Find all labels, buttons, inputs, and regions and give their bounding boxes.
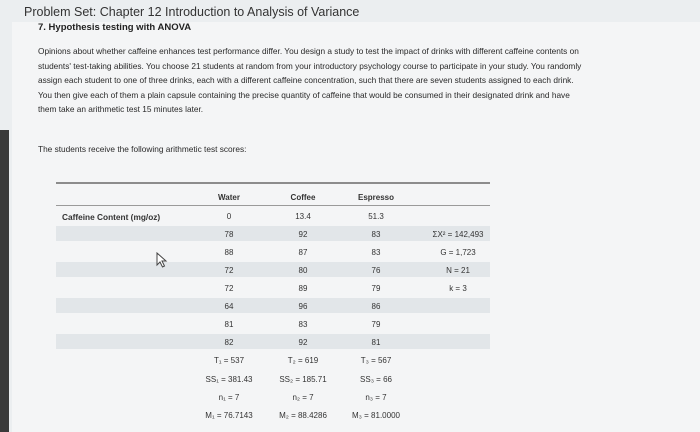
score-cell: 88 (224, 248, 234, 257)
column-header-water: Water (218, 193, 240, 202)
total-cell: T₃ = 567 (360, 356, 392, 365)
mean-cell: M₁ = 76.7143 (205, 411, 253, 420)
score-cell: 92 (298, 338, 308, 347)
score-cell: 83 (371, 248, 381, 257)
table-row-stripe (56, 334, 490, 349)
score-cell: 82 (224, 338, 234, 347)
stat-n-total: N = 21 (446, 266, 470, 275)
score-cell: 96 (298, 302, 308, 311)
score-cell: 72 (224, 284, 234, 293)
n-cell: n₁ = 7 (218, 393, 240, 402)
ss-cell: SS₂ = 185.71 (279, 375, 327, 384)
intro-paragraph (38, 44, 688, 117)
caffeine-value: 13.4 (295, 212, 311, 221)
score-cell: 79 (371, 320, 381, 329)
score-cell: 92 (298, 230, 308, 239)
intro-line: You then give each of them a plain capsule containing the precise quantity of caffeine that would be consumed in their designated drink and have (38, 89, 570, 100)
score-cell: 72 (224, 266, 234, 275)
section-heading: 7. Hypothesis testing with ANOVA (38, 22, 192, 33)
intro-line: Opinions about whether caffeine enhances test performance differ. You design a study to test the impact of drinks with different caffeine contents on (38, 46, 579, 56)
mean-cell: M₂ = 88.4286 (279, 411, 327, 420)
stat-grand-total: G = 1,723 (440, 248, 476, 257)
table-row-stripe (56, 298, 490, 313)
left-edge-bar (0, 130, 9, 432)
score-cell: 83 (371, 230, 381, 239)
total-cell: T₂ = 619 (287, 356, 319, 365)
column-header-coffee: Coffee (290, 193, 316, 202)
score-cell: 76 (371, 266, 381, 275)
n-cell: n₂ = 7 (292, 393, 314, 402)
score-cell: 80 (298, 266, 308, 275)
column-header-espresso: Espresso (357, 193, 395, 202)
ss-cell: SS₁ = 381.43 (205, 375, 253, 384)
stat-sum-x-squared: ΣX² = 142,493 (432, 230, 484, 239)
ss-cell: SS₃ = 66 (360, 375, 392, 384)
total-cell: T₁ = 537 (213, 356, 245, 365)
stat-k: k = 3 (449, 284, 467, 293)
intro-line: them take an arithmetic test 15 minutes later. (38, 104, 204, 115)
score-cell: 87 (298, 248, 308, 257)
table-row-stripe (56, 226, 490, 241)
table-row-stripe (56, 262, 490, 277)
table-top-rule (56, 182, 490, 184)
score-cell: 79 (371, 284, 381, 293)
mouse-cursor-icon (156, 252, 168, 268)
score-cell: 78 (224, 230, 234, 239)
caffeine-value: 0 (226, 212, 232, 221)
mean-cell: M₃ = 81.0000 (352, 411, 400, 420)
score-cell: 89 (298, 284, 308, 293)
score-cell: 64 (224, 302, 234, 311)
score-cell: 81 (371, 338, 381, 347)
page-title: Problem Set: Chapter 12 Introduction to Analysis of Variance (24, 5, 360, 19)
lead-text: The students receive the following arithmetic test scores: (38, 144, 247, 154)
intro-line: assign each student to one of three drinks, each with a different caffeine concentration, such that there are seven students assigned to each drink. (38, 75, 574, 86)
caffeine-value: 51.3 (368, 212, 384, 221)
score-cell: 86 (371, 302, 381, 311)
n-cell: n₃ = 7 (365, 393, 387, 402)
intro-line: students' test-taking abilities. You choose 21 students at random from your introductory psychology course to participate in your study. You randomly (38, 60, 582, 71)
caffeine-row-label: Caffeine Content (mg/oz) (62, 212, 161, 222)
score-cell: 83 (298, 320, 308, 329)
score-cell: 81 (224, 320, 234, 329)
table-header-rule (56, 205, 490, 206)
